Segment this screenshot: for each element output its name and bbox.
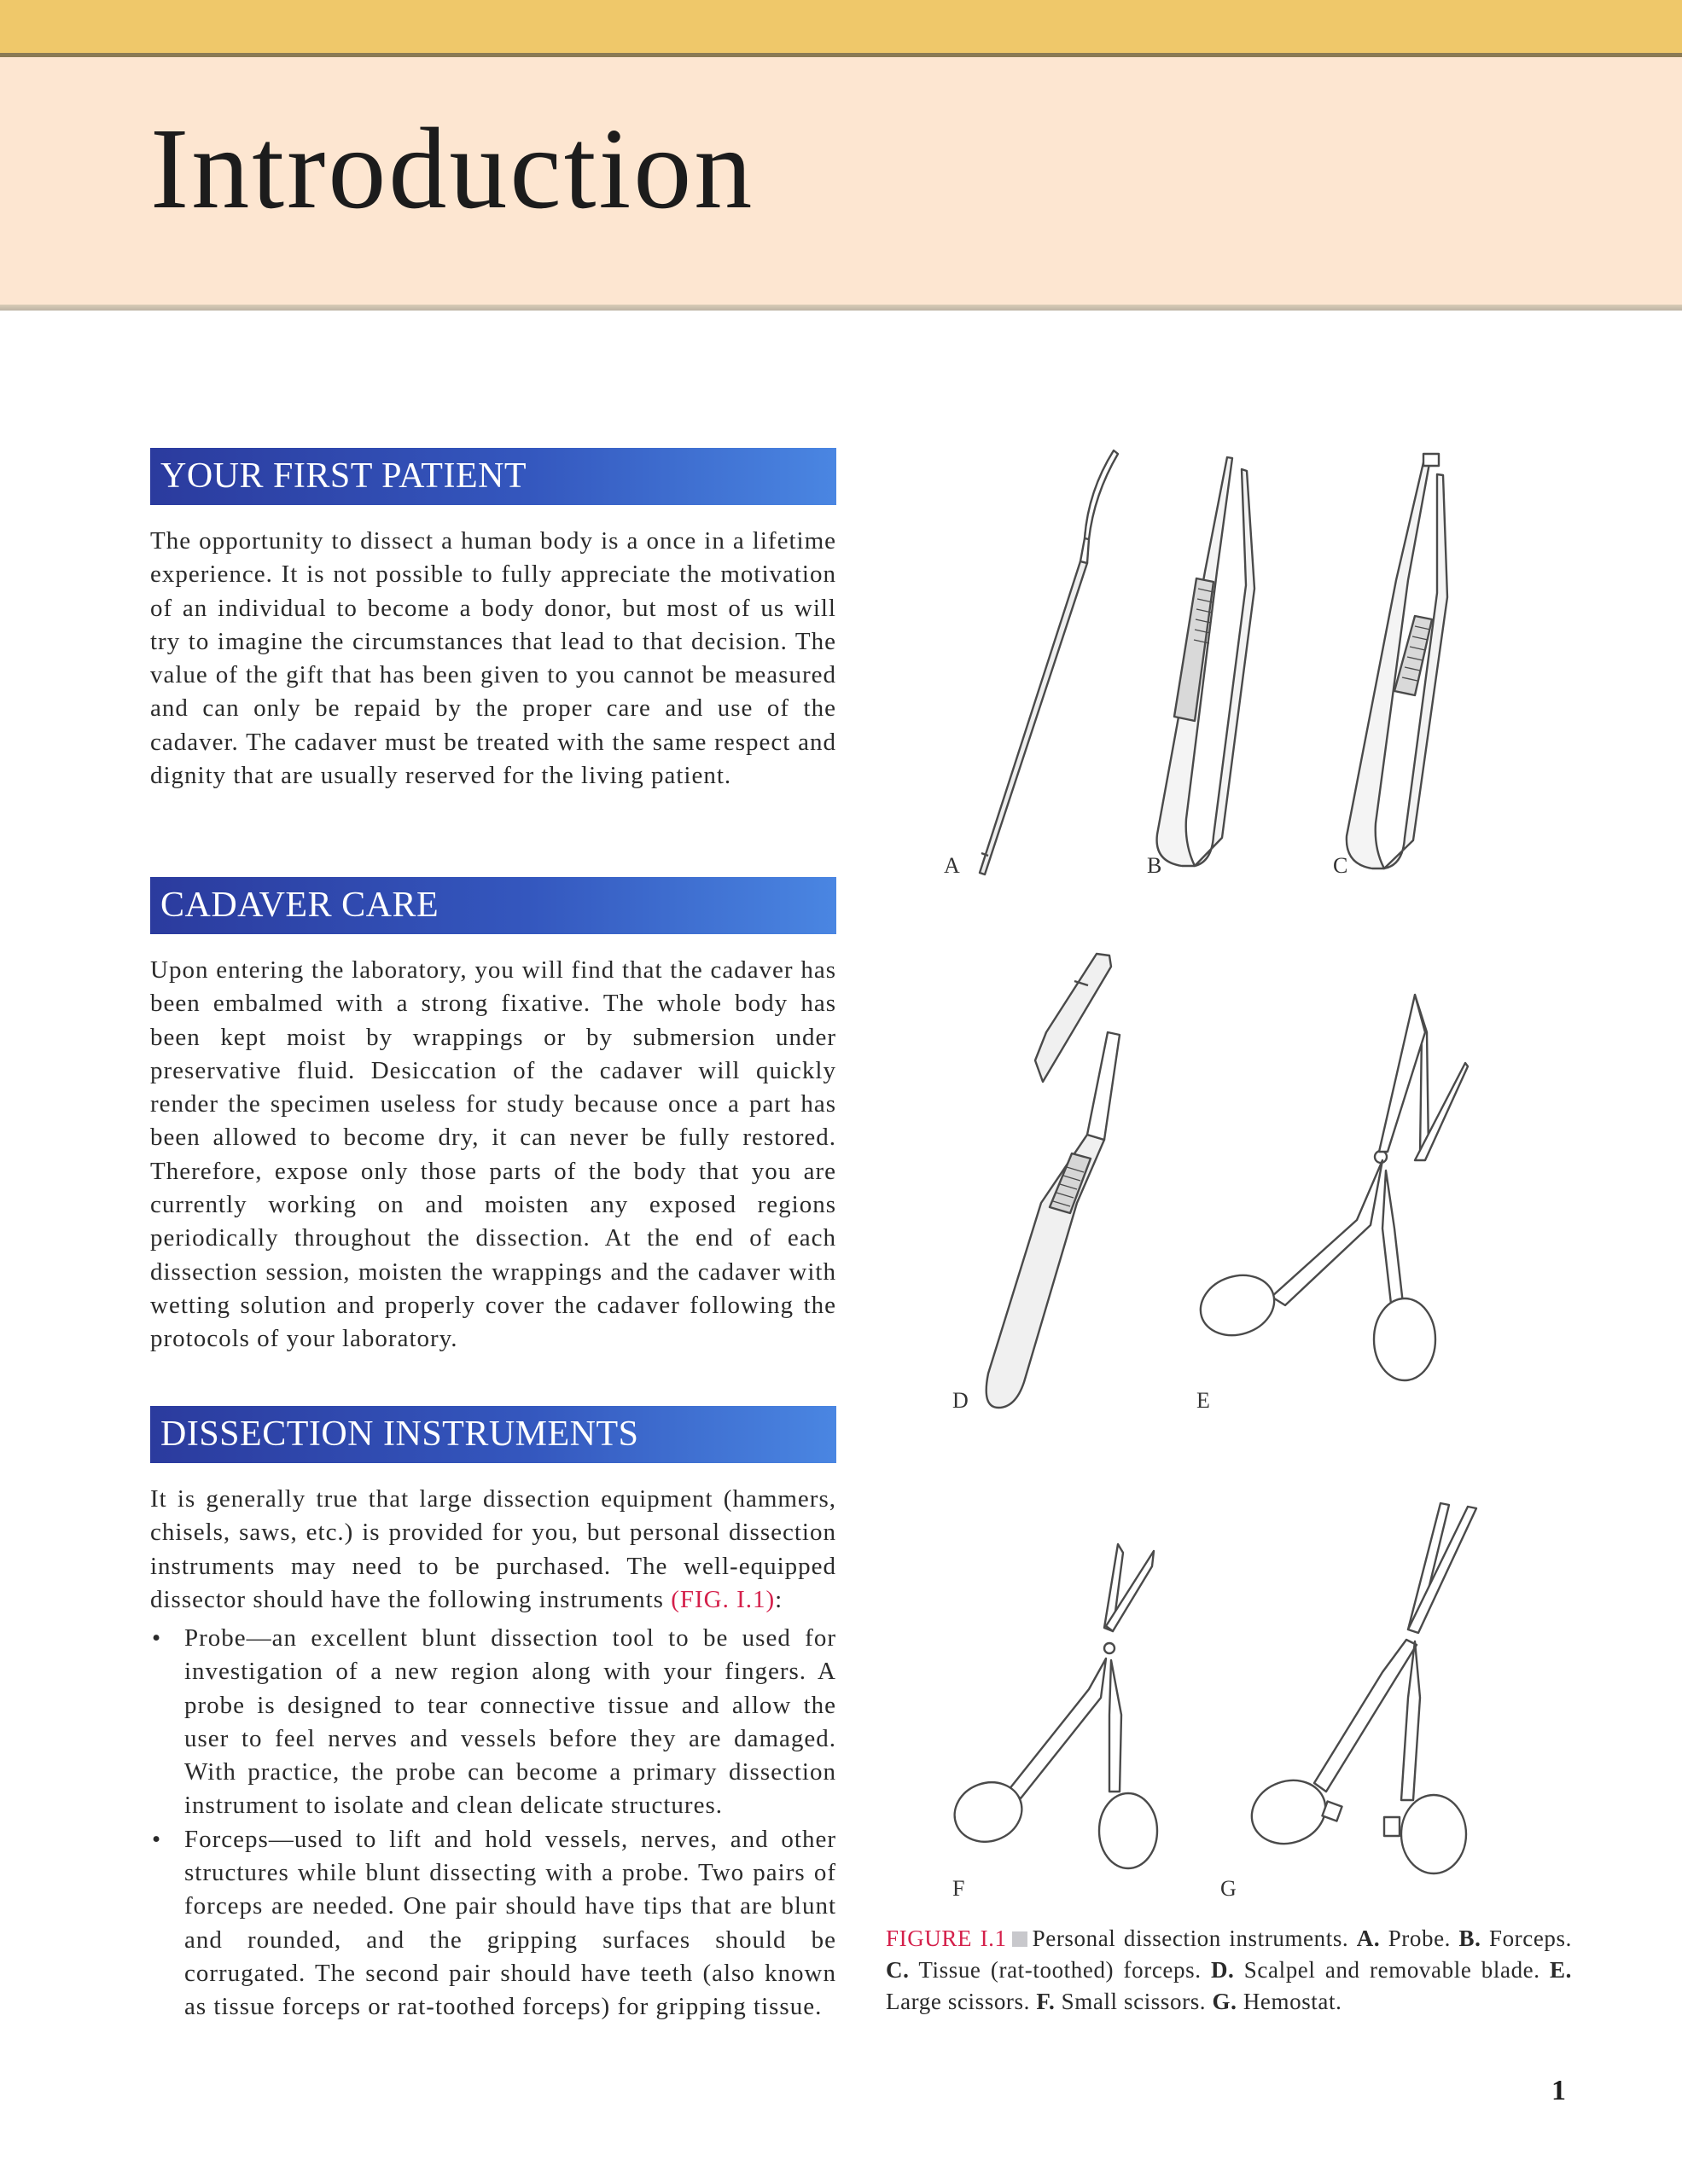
page-number: 1 bbox=[1551, 2075, 1566, 2106]
section-text-your-first-patient: The opportunity to dissect a human body is a once in a lifetime experience. It is not possible to fully appreciate the motivation of an individual to become a body donor, but most of us will try to imagine the circumstances that lead to that decision. The value of the gift that has been given to you cannot be measured and can only be repaid by the proper care and use of the cadaver. The cadaver must be treated with the same respect and dignity that are usually reserved for the living patient. bbox=[150, 527, 836, 790]
probe-illustration bbox=[980, 450, 1118, 874]
caption-text: Small scissors. bbox=[1055, 1989, 1213, 2014]
list-item-forceps: • Forceps—used to lift and hold vessels, nerves, and other structures while blunt dissecting with a probe. Two pairs of forceps are needed. One pair should have tips that are blunt and rounded, and the gripping surfaces should be corrugated. The second pair should have teeth (also known as tissue forceps or rat-toothed forceps) for gripping tissue. bbox=[150, 1823, 836, 2024]
caption-key: D. bbox=[1210, 1957, 1235, 1983]
chapter-title: Introduction bbox=[150, 105, 755, 233]
figure-label-f: F bbox=[952, 1876, 965, 1901]
top-color-band bbox=[0, 0, 1682, 53]
caption-text: Personal dissection instruments. bbox=[1032, 1926, 1357, 1951]
figure-label-g: G bbox=[1220, 1876, 1237, 1901]
caption-key: A. bbox=[1356, 1926, 1381, 1951]
section-text-cadaver-care: Upon entering the laboratory, you will find that the cadaver has been embalmed with a strong fixative. The whole body has been kept moist by wrappings or by submersion under preservative fluid. Desiccation of the cadaver will quickly render the specimen useless for study because once a part has been allowed to become dry, it can never be fully restored. Therefore, expose only those parts of the body that you are currently working on and moisten any exposed regions periodically throughout the dissection. At the end of each dissection session, moisten the wrappings and the cadaver with wetting solution and properly cover the cadaver following the protocols of your laboratory. bbox=[150, 956, 836, 1353]
scalpel-illustration bbox=[987, 954, 1120, 1408]
caption-key: C. bbox=[886, 1957, 910, 1983]
forceps-illustration bbox=[1157, 457, 1254, 866]
instrument-list bbox=[150, 1622, 836, 2024]
intro-text: It is generally true that large dissection equipment (hammers, chisels, saws, etc.) is provided for you, but personal dissection instruments may need to be purchased. The well-equipped dissector should have the following instruments bbox=[150, 1485, 836, 1613]
caption-text: Large scissors. bbox=[886, 1989, 1037, 2014]
large-scissors-illustration bbox=[1193, 995, 1468, 1380]
figure-label-e: E bbox=[1196, 1388, 1210, 1413]
instruments-figure bbox=[879, 435, 1630, 1920]
tissue-forceps-illustration bbox=[1347, 454, 1447, 868]
caption-key: G. bbox=[1212, 1989, 1237, 2014]
caption-key: E. bbox=[1550, 1957, 1572, 1983]
caption-text: Forceps. bbox=[1481, 1926, 1572, 1951]
figure-label-b: B bbox=[1147, 853, 1162, 878]
caption-key: B. bbox=[1458, 1926, 1481, 1951]
figure-caption bbox=[886, 1923, 1572, 2018]
figure-label-a: A bbox=[944, 853, 960, 878]
section-heading-your-first-patient: YOUR FIRST PATIENT bbox=[150, 448, 836, 505]
figure-label-d: D bbox=[952, 1388, 969, 1413]
title-band-rule bbox=[0, 305, 1682, 311]
hemostat-illustration bbox=[1243, 1503, 1476, 1873]
section-heading-cadaver-care: CADAVER CARE bbox=[150, 877, 836, 934]
figure-caption-label: FIGURE I.1 bbox=[886, 1926, 1007, 1951]
caption-text: Hemostat. bbox=[1237, 1989, 1342, 2014]
caption-text: Tissue (rat-toothed) forceps. bbox=[909, 1957, 1211, 1983]
caption-text: Scalpel and removable blade. bbox=[1234, 1957, 1551, 1983]
intro-end: : bbox=[775, 1585, 783, 1613]
caption-text: Probe. bbox=[1380, 1926, 1459, 1951]
caption-key: F. bbox=[1036, 1989, 1056, 2014]
section-heading-dissection-instruments: DISSECTION INSTRUMENTS bbox=[150, 1406, 836, 1463]
small-scissors-illustration bbox=[946, 1544, 1157, 1868]
caption-square-icon bbox=[1012, 1931, 1027, 1947]
figure-reference-link[interactable]: (FIG. I.1) bbox=[671, 1585, 776, 1613]
figure-label-c: C bbox=[1333, 853, 1348, 878]
section-text-dissection-instruments bbox=[150, 1483, 836, 1617]
list-item-probe: • Probe—an excellent blunt dissection tool to be used for investigation of a new region along with your fingers. A probe is designed to tear connective tissue and allow the user to feel nerves and vessels before they are damaged. With practice, the probe can become a primary dissection instrument to isolate and clean delicate structures. bbox=[150, 1622, 836, 1823]
